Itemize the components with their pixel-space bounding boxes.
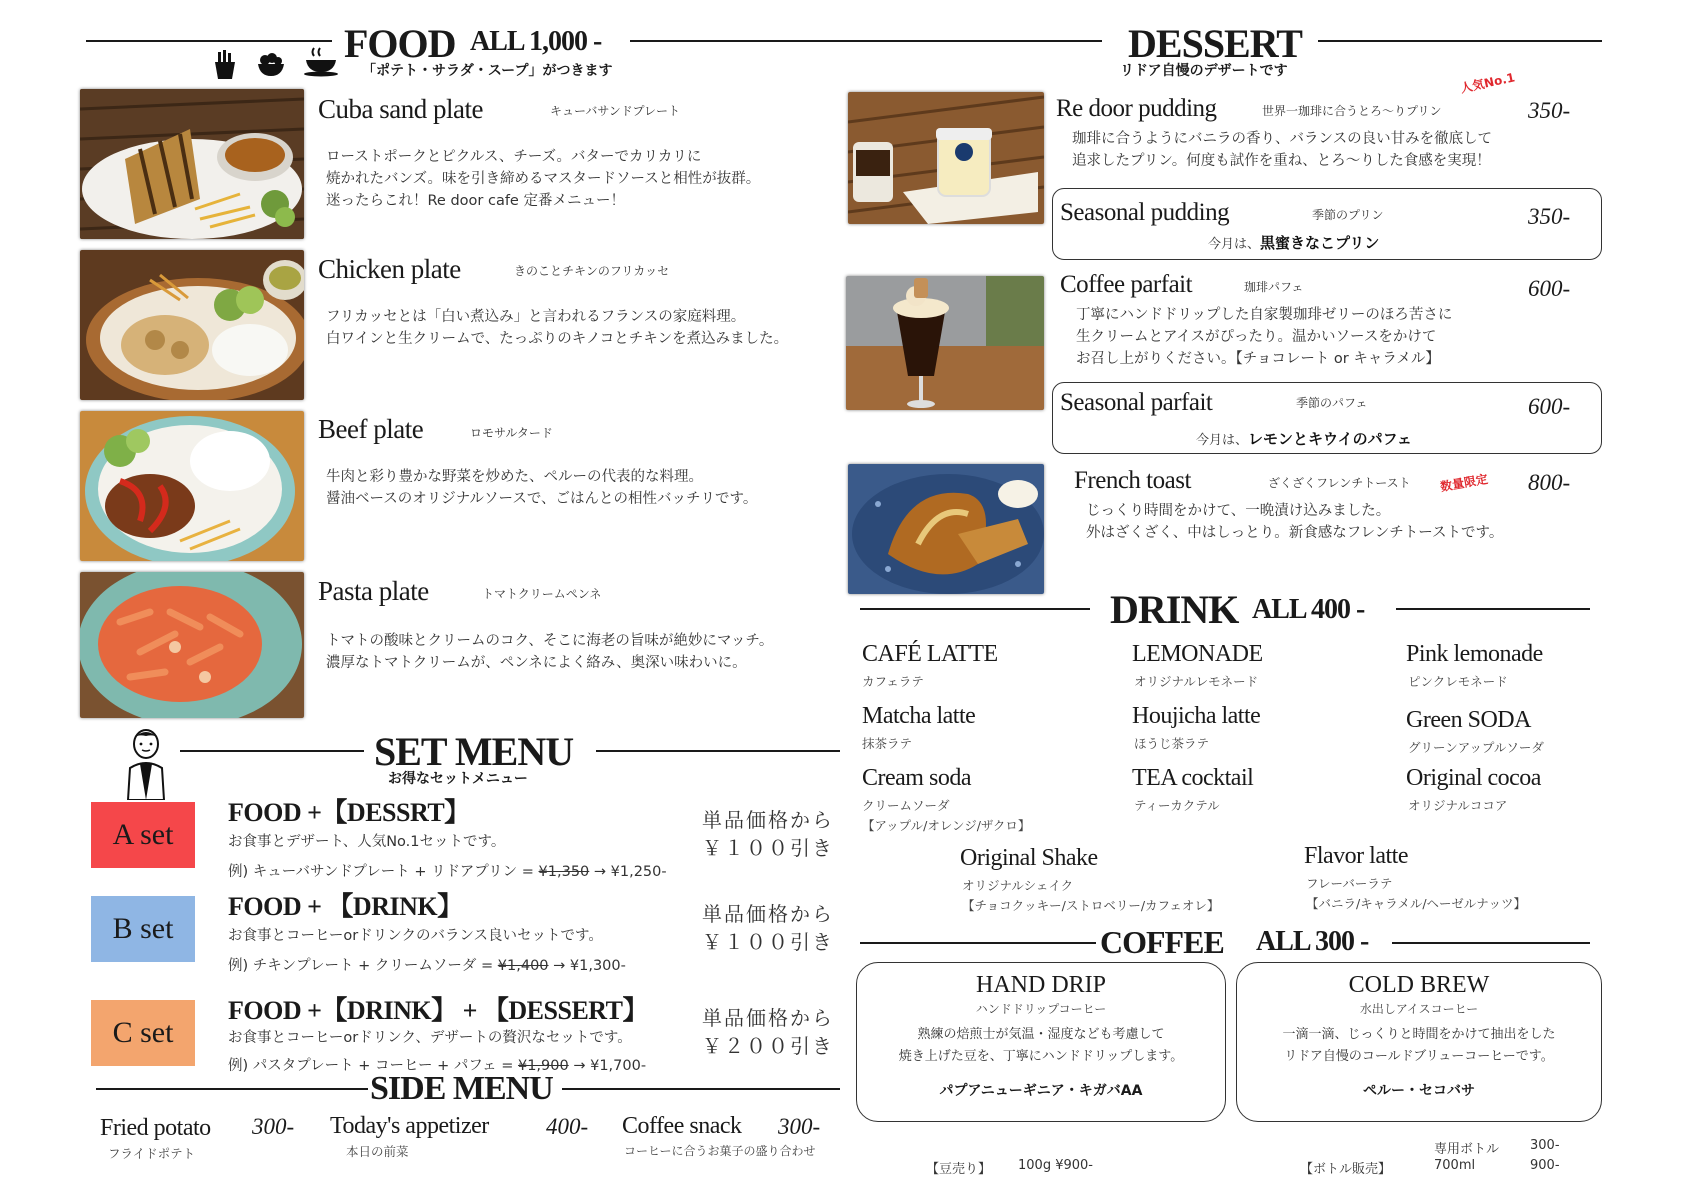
coffee-parfait-jp: 珈琲パフェ <box>1244 280 1304 294</box>
bottle-head: 専用ボトル <box>1434 1142 1500 1157</box>
a-set-badge: A set <box>91 802 195 868</box>
chicken-plate-photo <box>80 250 304 400</box>
french-toast-price: 800- <box>1528 470 1571 495</box>
cuba-sand-name: Cuba sand plate <box>318 94 483 124</box>
c-set-title: FOOD +【DRINK】 + 【DESSERT】 <box>228 996 648 1025</box>
pink-lemonade-name: Pink lemonade <box>1406 641 1543 667</box>
cuba-sand-jp: キューバサンドプレート <box>550 104 680 118</box>
fried-potato-price: 300- <box>252 1114 295 1139</box>
pink-lemonade-jp: ピンクレモネード <box>1408 674 1508 689</box>
b-set-badge: B set <box>91 896 195 962</box>
re-door-pudding-name: Re door pudding <box>1056 95 1217 122</box>
green-soda-name: Green SODA <box>1406 707 1531 733</box>
beef-plate-name: Beef plate <box>318 414 424 444</box>
coffee-title: COFFEE <box>1100 924 1224 960</box>
chicken-plate-jp: きのことチキンのフリカッセ <box>514 264 670 278</box>
flavor-latte-jp: フレーバーラテ <box>1306 876 1393 891</box>
coffee-snack-name: Coffee snack <box>622 1113 742 1139</box>
popular-tag: 人気No.1 <box>1459 70 1517 96</box>
salad-icon <box>256 52 286 78</box>
coffee-snack-jp: コーヒーに合うお菓子の盛り合わせ <box>624 1144 816 1158</box>
todays-appetizer-jp: 本日の前菜 <box>346 1144 409 1159</box>
drink-all-price: ALL 400 - <box>1252 594 1365 625</box>
todays-appetizer-price: 400- <box>546 1114 589 1139</box>
french-toast-name: French toast <box>1074 467 1191 494</box>
chicken-plate-desc: フリカッセとは「白い煮込み」と言われるフランスの家庭料理。 白ワインと生クリームで、たっぷりのキノコとチキンを煮込みました。 <box>326 309 789 347</box>
food-all-price: ALL 1,000 - <box>470 26 602 57</box>
cold-brew-title: COLD BREW <box>1348 972 1490 998</box>
a-set-title: FOOD +【DESSRT】 <box>228 798 470 827</box>
seasonal-parfait-price: 600- <box>1528 394 1571 419</box>
pasta-plate-jp: トマトクリームペンネ <box>482 587 602 601</box>
drink-title: DRINK <box>1110 587 1239 632</box>
cuba-sand-desc: ローストポークとピクルス、チーズ。バターでカリカリに 焼かれたバンズ。味を引き締めるマスタードソースと相性が抜群。 迷ったらこれ！Re door cafe 定番メニュー！ <box>326 149 761 209</box>
cafe-latte-name: CAFÉ LATTE <box>862 641 998 667</box>
b-set-example: 例) チキンプレート + クリームソーダ = ¥1,400 → ¥1,300- <box>228 958 626 974</box>
flavor-latte-name: Flavor latte <box>1304 843 1408 869</box>
re-door-pudding-desc: 珈琲に合うようにバニラの香り、バランスの良い甘みを徹底して 追求したプリン。何度も試作を重ね、とろ〜りした食感を実現！ <box>1072 131 1493 169</box>
chicken-plate-name: Chicken plate <box>318 254 461 284</box>
c-set-badge: C set <box>91 1000 195 1066</box>
original-shake-flavors: 【チョコクッキー/ストロベリー/カフェオレ】 <box>962 898 1220 913</box>
hand-drip-desc: 熟練の焙煎士が気温・湿度なども考慮して 焼き上げた豆を、丁寧にハンドドリップします。 <box>898 1027 1184 1064</box>
seasonal-parfait-month: 今月は、レモンとキウイのパフェ <box>1196 430 1412 448</box>
b-set-title: FOOD + 【DRINK】 <box>228 892 463 921</box>
todays-appetizer-name: Today's appetizer <box>330 1113 489 1139</box>
beans-value: 100g ¥900- <box>1018 1158 1093 1173</box>
green-soda-jp: グリーンアップルソーダ <box>1408 740 1544 755</box>
dessert-subtitle: リドア自慢のデザートです <box>1120 63 1288 79</box>
soup-icon <box>302 46 340 78</box>
beef-plate-jp: ロモサルタード <box>470 426 553 440</box>
fries-icon <box>212 50 238 80</box>
cafe-latte-jp: カフェラテ <box>862 674 924 689</box>
beef-plate-desc: 牛肉と彩り豊かな野菜を炒めた、ペルーの代表的な料理。 醤油ベースのオリジナルソースで、ごはんとの相性バッチリです。 <box>326 469 758 507</box>
a-set-desc: お食事とデザート、人気No.1セットです。 <box>228 834 506 850</box>
hand-drip-origin: パプアニューギニア・キガバAA <box>939 1083 1143 1099</box>
limited-tag: 数量限定 <box>1439 471 1489 495</box>
beef-plate-photo <box>80 411 304 561</box>
original-shake-name: Original Shake <box>960 845 1098 871</box>
set-menu-subtitle: お得なセットメニュー <box>388 771 528 787</box>
food-title: FOOD <box>344 21 456 66</box>
french-toast-jp: ざくざくフレンチトースト <box>1268 476 1411 490</box>
seasonal-pudding-month: 今月は、黒蜜きなこプリン <box>1208 234 1380 252</box>
coffee-parfait-desc: 丁寧にハンドドリップした自家製珈琲ゼリーのほろ苦さに 生クリームとアイスがぴったり。温かいソースをかけて お召し上がりください。【チョコレート or キャラメル】 <box>1076 307 1453 367</box>
matcha-latte-jp: 抹茶ラテ <box>862 736 913 751</box>
c-set-desc: お食事とコーヒーorドリンク、デザートの贅沢なセットです。 <box>228 1030 632 1046</box>
bottle-size: 700ml <box>1434 1158 1476 1173</box>
bottle-label: 【ボトル販売】 <box>1300 1162 1392 1177</box>
cream-soda-name: Cream soda <box>862 765 971 791</box>
flavor-latte-flavors: 【バニラ/キャラメル/ヘーゼルナッツ】 <box>1306 896 1527 911</box>
c-set-example: 例) パスタプレート + コーヒー + パフェ = ¥1,900 → ¥1,700- <box>228 1058 647 1074</box>
coffee-parfait-name: Coffee parfait <box>1060 271 1193 298</box>
pasta-plate-photo <box>80 572 304 718</box>
fried-potato-jp: フライドポテト <box>108 1146 196 1161</box>
french-toast-desc: じっくり時間をかけて、一晩漬け込みました。 外はざくざく、中はしっとり。新食感なフレンチトーストです。 <box>1086 503 1504 541</box>
lemonade-name: LEMONADE <box>1132 641 1263 667</box>
re-door-pudding-price: 350- <box>1528 98 1571 123</box>
dessert-title: DESSERT <box>1128 21 1302 66</box>
hand-drip-sub: ハンドドリップコーヒー <box>975 1002 1107 1016</box>
chef-icon <box>118 728 174 800</box>
cream-soda-flavors: 【アップル/オレンジ/ザクロ】 <box>862 818 1031 833</box>
coffee-all-price: ALL 300 - <box>1256 926 1369 957</box>
pudding-photo <box>848 92 1044 224</box>
original-shake-jp: オリジナルシェイク <box>962 878 1074 893</box>
cold-brew-origin: ペルー・セコバサ <box>1363 1083 1475 1099</box>
cream-soda-jp: クリームソーダ <box>862 798 950 813</box>
cold-brew-desc: 一滴一滴、じっくりと時間をかけて抽出をした リドア自慢のコールドブリューコーヒーです。 <box>1282 1027 1556 1064</box>
b-set-desc: お食事とコーヒーorドリンクのバランス良いセットです。 <box>228 928 603 944</box>
seasonal-pudding-price: 350- <box>1528 204 1571 229</box>
pasta-plate-name: Pasta plate <box>318 576 429 606</box>
parfait-photo <box>846 276 1044 410</box>
pasta-plate-desc: トマトの酸味とクリームのコク、そこに海老の旨味が絶妙にマッチ。 濃厚なトマトクリームが、ペンネによく絡み、奥深い味わいに。 <box>326 633 774 671</box>
tea-cocktail-jp: ティーカクテル <box>1134 798 1220 813</box>
c-set-note: 単品価格から ￥２００引き <box>702 1006 834 1058</box>
b-set-note: 単品価格から ￥１００引き <box>702 902 834 954</box>
french-toast-photo <box>848 464 1044 594</box>
fried-potato-name: Fried potato <box>100 1115 211 1141</box>
lemonade-jp: オリジナルレモネード <box>1134 674 1259 689</box>
coffee-parfait-price: 600- <box>1528 276 1571 301</box>
coffee-snack-price: 300- <box>778 1114 821 1139</box>
re-door-pudding-jp: 世界一珈琲に合うとろ〜りプリン <box>1262 104 1442 118</box>
bottle-price: 900- <box>1530 1158 1560 1173</box>
seasonal-pudding-name: Seasonal pudding <box>1060 199 1230 226</box>
food-subtitle: 「ポテト・サラダ・スープ」がつきます <box>362 63 613 79</box>
a-set-note: 単品価格から ￥１００引き <box>702 808 834 860</box>
set-menu-title: SET MENU <box>374 729 574 774</box>
houjicha-latte-name: Houjicha latte <box>1132 703 1261 729</box>
hand-drip-title: HAND DRIP <box>975 972 1106 998</box>
a-set-example: 例) キューバサンドプレート + リドアプリン = ¥1,350 → ¥1,250- <box>228 864 667 880</box>
tea-cocktail-name: TEA cocktail <box>1132 765 1254 791</box>
original-cocoa-name: Original cocoa <box>1406 765 1541 791</box>
seasonal-parfait-name: Seasonal parfait <box>1060 389 1213 416</box>
seasonal-pudding-jp: 季節のプリン <box>1312 208 1384 222</box>
beans-label: 【豆売り】 <box>926 1162 992 1177</box>
matcha-latte-name: Matcha latte <box>862 703 976 729</box>
cuba-sand-photo <box>80 89 304 239</box>
original-cocoa-jp: オリジナルココア <box>1408 798 1508 813</box>
seasonal-parfait-jp: 季節のパフェ <box>1296 396 1368 410</box>
bottle-head-price: 300- <box>1530 1138 1560 1153</box>
side-menu-title: SIDE MENU <box>370 1070 553 1107</box>
houjicha-latte-jp: ほうじ茶ラテ <box>1134 736 1210 751</box>
cold-brew-sub: 水出しアイスコーヒー <box>1359 1002 1479 1016</box>
